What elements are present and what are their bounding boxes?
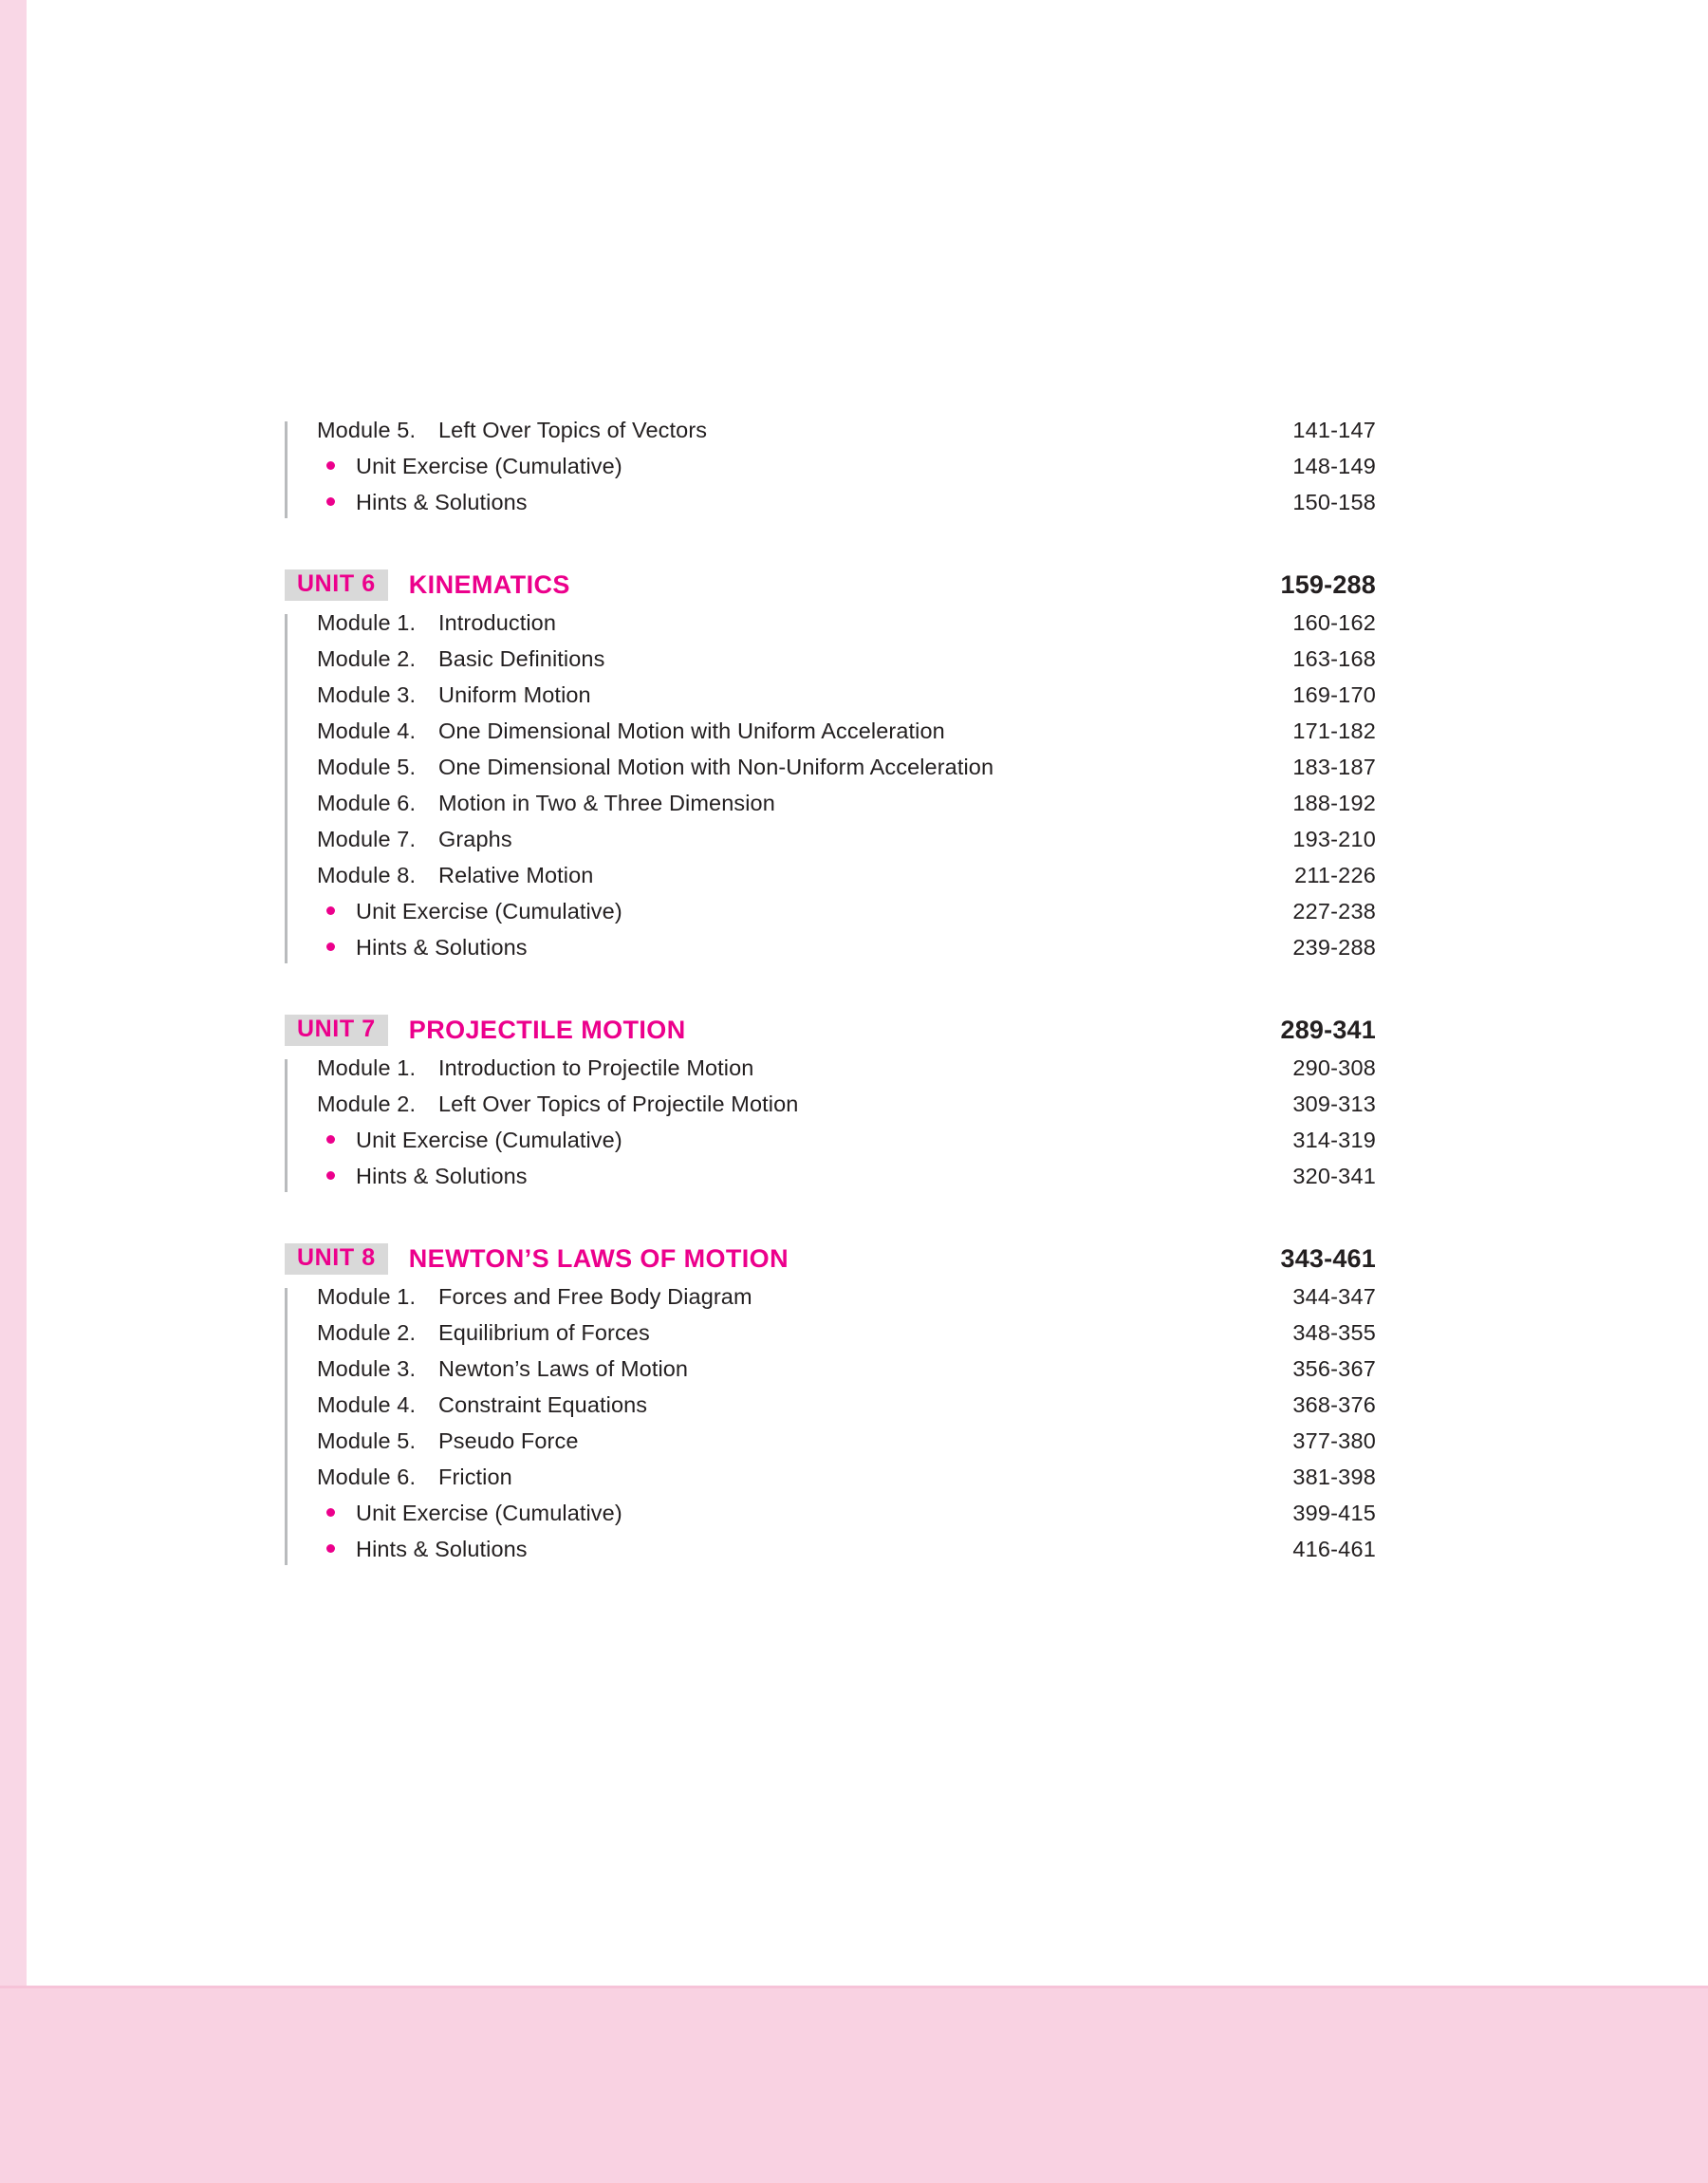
toc-entry-title: Pseudo Force [438, 1428, 579, 1453]
toc-entry-label [317, 935, 1234, 961]
toc-entry-pages: 169-170 [1292, 682, 1376, 707]
toc-module-row[interactable] [317, 1320, 1376, 1356]
toc-module-row[interactable] [317, 610, 1376, 646]
toc-entry-label [317, 1284, 1234, 1310]
toc-unit-tag: UNIT 6 [285, 569, 388, 601]
toc-entry-label [317, 1501, 1234, 1526]
toc-unit-tag: UNIT 7 [285, 1015, 388, 1046]
bullet-icon [326, 942, 335, 951]
toc-bullet-row[interactable] [317, 1537, 1376, 1573]
toc-entry-number: Module 1. [317, 1055, 417, 1080]
toc-entry-pages: 227-238 [1292, 899, 1376, 924]
toc-module-row[interactable] [317, 1284, 1376, 1320]
toc-entry-title: Hints & Solutions [356, 490, 528, 514]
toc-entry-title: Introduction to Projectile Motion [438, 1055, 754, 1080]
bottom-decorative-band [0, 1988, 1708, 2183]
toc-entry-pages: 381-398 [1292, 1465, 1376, 1489]
toc-entry-title: Hints & Solutions [356, 1537, 528, 1561]
toc-unit-title: NEWTON’S LAWS OF MOTION [408, 1244, 789, 1273]
toc-entry-pages: 193-210 [1292, 827, 1376, 851]
toc-entry-number: Module 6. [317, 1465, 417, 1489]
toc-entry-number: Module 5. [317, 755, 417, 779]
toc-entry-pages: 314-319 [1292, 1128, 1376, 1152]
toc-entry-label [317, 863, 1234, 888]
toc-entry-pages: 183-187 [1292, 755, 1376, 779]
toc-entry-label [317, 454, 1234, 479]
toc-entry-pages: 148-149 [1292, 454, 1376, 478]
toc-entry-title: Newton’s Laws of Motion [438, 1356, 689, 1381]
toc-entry-pages: 160-162 [1292, 610, 1376, 635]
toc-entry-label [317, 418, 1234, 443]
toc-entry-label [317, 1320, 1234, 1346]
bullet-icon [326, 1171, 335, 1180]
toc-entry-number: Module 4. [317, 1392, 417, 1417]
toc-entry-label [317, 646, 1234, 672]
toc-entry-title: Relative Motion [438, 863, 594, 887]
toc-entry-title: Unit Exercise (Cumulative) [356, 1128, 622, 1152]
toc-entry-label [317, 827, 1234, 852]
toc-entry-label [317, 490, 1234, 515]
toc-entry-number: Module 6. [317, 791, 417, 815]
toc-entry-number: Module 1. [317, 1284, 417, 1309]
bullet-icon [326, 497, 335, 506]
toc-entry-pages: 356-367 [1292, 1356, 1376, 1381]
toc-unit-heading[interactable] [285, 1015, 1376, 1046]
toc-entry-pages: 150-158 [1292, 490, 1376, 514]
toc-entry-pages: 416-461 [1292, 1537, 1376, 1561]
toc-entry-pages: 141-147 [1292, 418, 1376, 442]
toc-unit-pages: 343-461 [1280, 1244, 1376, 1273]
toc-entry-title: Unit Exercise (Cumulative) [356, 454, 622, 478]
toc-entry-pages: 211-226 [1294, 863, 1376, 887]
toc-entry-title: Introduction [438, 610, 557, 635]
toc-unit-heading[interactable] [285, 1243, 1376, 1275]
toc-entry-number: Module 1. [317, 610, 417, 635]
toc-entry-number: Module 2. [317, 646, 417, 671]
toc-bullet-row[interactable] [317, 454, 1376, 490]
toc-entry-title: Left Over Topics of Vectors [438, 418, 708, 442]
toc-entry-label [317, 899, 1234, 924]
toc-entry-label [317, 1356, 1234, 1382]
toc-module-row[interactable] [317, 1465, 1376, 1501]
toc-entry-number: Module 3. [317, 1356, 417, 1381]
toc-bullet-row[interactable] [317, 935, 1376, 971]
toc-content [285, 418, 1376, 1577]
toc-entry-title: Left Over Topics of Projectile Motion [438, 1092, 799, 1116]
toc-unit-block [285, 1015, 1376, 1200]
bullet-icon [326, 1135, 335, 1144]
toc-entry-pages: 348-355 [1292, 1320, 1376, 1345]
toc-entry-number: Module 2. [317, 1320, 417, 1345]
toc-entry-title: Hints & Solutions [356, 935, 528, 960]
toc-entry-title: Uniform Motion [438, 682, 591, 707]
toc-unit-heading[interactable] [285, 569, 1376, 601]
toc-entry-label [317, 1392, 1234, 1418]
toc-entry-label [317, 1092, 1234, 1117]
toc-module-row[interactable] [317, 791, 1376, 827]
toc-entry-label [317, 1128, 1234, 1153]
bullet-icon [326, 1508, 335, 1517]
toc-entry-pages: 344-347 [1292, 1284, 1376, 1309]
toc-group-continued [285, 418, 1376, 526]
bullet-icon [326, 1544, 335, 1553]
toc-unit-title: KINEMATICS [408, 570, 570, 599]
toc-entry-title: Unit Exercise (Cumulative) [356, 1501, 622, 1525]
toc-entry-number: Module 5. [317, 418, 417, 442]
toc-entry-label [317, 791, 1234, 816]
toc-bullet-row[interactable] [317, 899, 1376, 935]
toc-entry-title: Graphs [438, 827, 512, 851]
toc-module-row[interactable] [317, 418, 1376, 454]
toc-entry-pages: 290-308 [1292, 1055, 1376, 1080]
toc-unit-block [285, 569, 1376, 971]
toc-entry-label [317, 1465, 1234, 1490]
toc-entry-pages: 399-415 [1292, 1501, 1376, 1525]
toc-entry-title: Unit Exercise (Cumulative) [356, 899, 622, 924]
toc-entry-label [317, 610, 1234, 636]
toc-entry-pages: 320-341 [1292, 1164, 1376, 1188]
toc-bullet-row[interactable] [317, 1501, 1376, 1537]
toc-bullet-row[interactable] [317, 1128, 1376, 1164]
toc-entry-pages: 188-192 [1292, 791, 1376, 815]
toc-entry-pages: 368-376 [1292, 1392, 1376, 1417]
left-decorative-band [0, 0, 27, 2183]
toc-entry-label [317, 755, 1234, 780]
toc-entry-label [317, 1055, 1234, 1081]
toc-unit-pages: 289-341 [1280, 1016, 1376, 1044]
toc-entry-number: Module 4. [317, 718, 417, 743]
toc-unit-entries [285, 610, 1376, 971]
bullet-icon [326, 461, 335, 470]
toc-entry-title: Basic Definitions [438, 646, 605, 671]
toc-module-row[interactable] [317, 863, 1376, 899]
toc-entry-title: Hints & Solutions [356, 1164, 528, 1188]
toc-bullet-row[interactable] [317, 490, 1376, 526]
toc-entry-number: Module 8. [317, 863, 417, 887]
toc-module-row[interactable] [317, 1055, 1376, 1092]
toc-entry-pages: 163-168 [1292, 646, 1376, 671]
toc-entry-label [317, 718, 1234, 744]
toc-module-row[interactable] [317, 1428, 1376, 1465]
toc-entry-pages: 309-313 [1292, 1092, 1376, 1116]
toc-entry-label [317, 1428, 1234, 1454]
toc-entry-title: Equilibrium of Forces [438, 1320, 650, 1345]
toc-module-row[interactable] [317, 827, 1376, 863]
toc-module-row[interactable] [317, 1392, 1376, 1428]
toc-entry-label [317, 1537, 1234, 1562]
toc-entry-title: Constraint Equations [438, 1392, 648, 1417]
toc-unit-entries [285, 1055, 1376, 1200]
toc-unit-entries [285, 1284, 1376, 1573]
toc-entry-pages: 239-288 [1292, 935, 1376, 960]
toc-entry-number: Module 5. [317, 1428, 417, 1453]
toc-entry-title: One Dimensional Motion with Non-Uniform Acceleration [438, 755, 994, 779]
toc-entry-title: One Dimensional Motion with Uniform Acceleration [438, 718, 945, 743]
toc-module-row[interactable] [317, 682, 1376, 718]
toc-entry-number: Module 7. [317, 827, 417, 851]
toc-unit-block [285, 1243, 1376, 1573]
toc-entry-title: Motion in Two & Three Dimension [438, 791, 775, 815]
toc-entry-number: Module 2. [317, 1092, 417, 1116]
toc-entry-label [317, 1164, 1234, 1189]
toc-entry-number: Module 3. [317, 682, 417, 707]
toc-bullet-row[interactable] [317, 1164, 1376, 1200]
toc-unit-title: PROJECTILE MOTION [408, 1016, 686, 1044]
toc-module-row[interactable] [317, 1092, 1376, 1128]
toc-module-row[interactable] [317, 1356, 1376, 1392]
toc-unit-tag: UNIT 8 [285, 1243, 388, 1275]
toc-module-row[interactable] [317, 646, 1376, 682]
toc-entry-title: Friction [438, 1465, 512, 1489]
toc-entry-label [317, 682, 1234, 708]
toc-module-row[interactable] [317, 718, 1376, 755]
bullet-icon [326, 906, 335, 915]
toc-unit-pages: 159-288 [1280, 570, 1376, 599]
toc-entry-pages: 171-182 [1292, 718, 1376, 743]
toc-entry-title: Forces and Free Body Diagram [438, 1284, 752, 1309]
toc-entry-pages: 377-380 [1292, 1428, 1376, 1453]
toc-units [285, 569, 1376, 1573]
toc-module-row[interactable] [317, 755, 1376, 791]
